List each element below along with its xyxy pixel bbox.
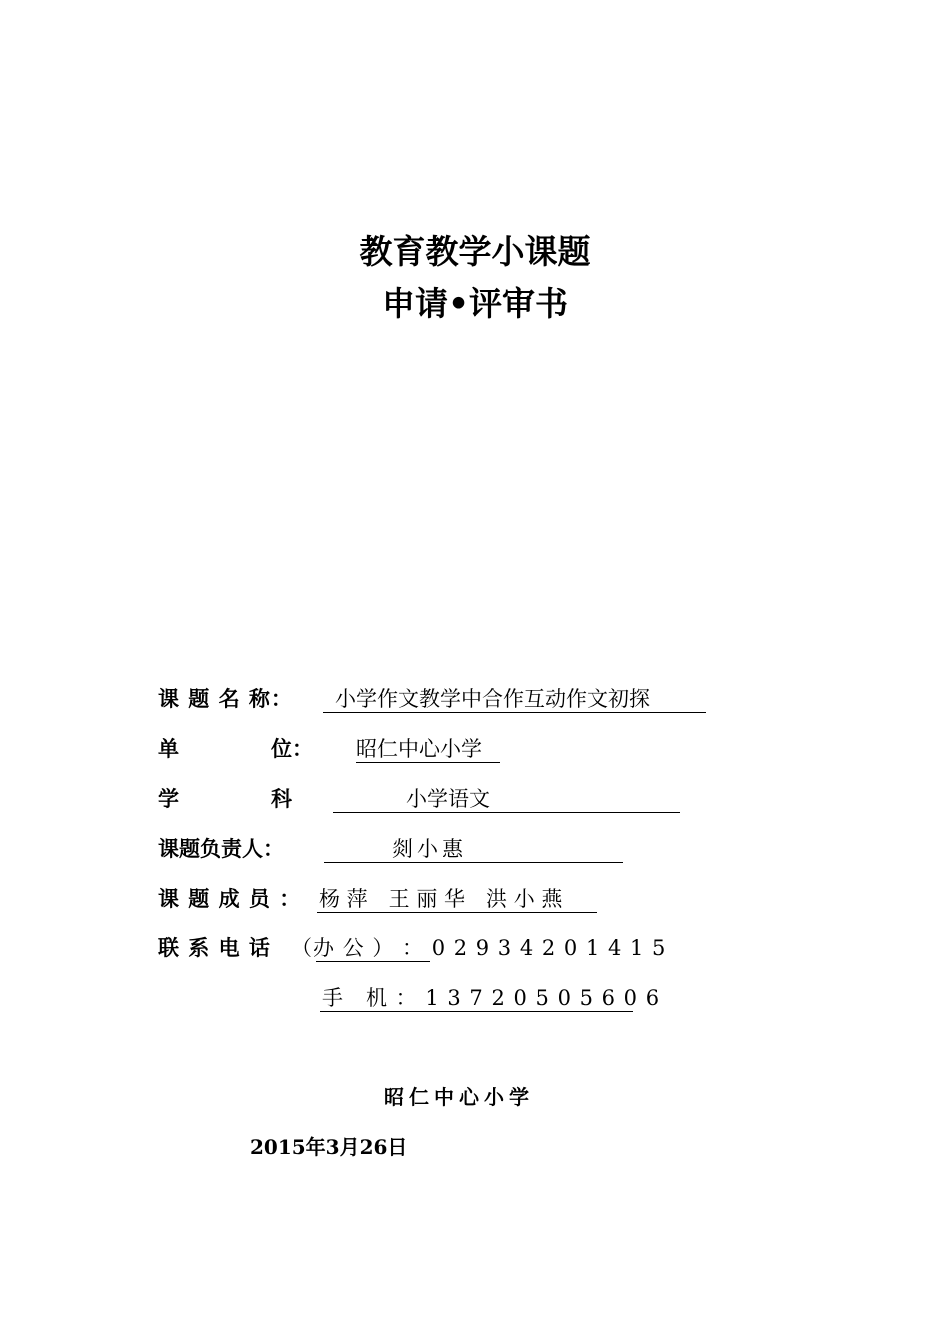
leader-label: 课题负责人： <box>158 837 284 861</box>
leader-value: 剡小惠 <box>392 837 467 861</box>
phone-office: （办 公 ） ： 0 2 9 3 4 2 0 1 4 1 5 <box>291 936 667 960</box>
subject-value-line <box>333 784 680 813</box>
topic-value-line <box>323 684 706 713</box>
unit-value: 昭仁中心小学 <box>356 737 482 761</box>
unit-label-left: 单 <box>158 737 179 761</box>
footer-school: 昭仁中心小学 <box>384 1085 534 1109</box>
unit-value-line <box>356 734 500 763</box>
leader-value-line <box>324 834 623 863</box>
subject-label-right: 科 <box>271 787 292 811</box>
mobile-value-line <box>320 983 661 1012</box>
document-title: 教育教学小课题 <box>359 232 591 271</box>
phone-office-line <box>291 933 667 962</box>
phone-office-underline <box>316 961 430 962</box>
members-value: 杨 萍 王 丽 华 洪 小 燕 <box>319 887 563 911</box>
members-value-line <box>317 884 597 913</box>
subject-value: 小学语文 <box>406 787 490 811</box>
phone-mobile: 手 机 ： 1 3 7 2 0 5 0 5 6 0 6 <box>322 986 661 1010</box>
document-subtitle: 申请•评审书 <box>381 284 569 323</box>
phone-label: 联 系 电 话 <box>158 936 271 960</box>
footer-date: 2015年3月26日 <box>250 1135 408 1159</box>
unit-label-right: 位： <box>271 737 313 761</box>
topic-value: 小学作文教学中合作互动作文初探 <box>335 687 650 711</box>
subject-label-left: 学 <box>158 787 179 811</box>
topic-label: 课 题 名 称： <box>158 687 293 711</box>
members-label: 课 题 成 员 ： <box>158 887 302 911</box>
